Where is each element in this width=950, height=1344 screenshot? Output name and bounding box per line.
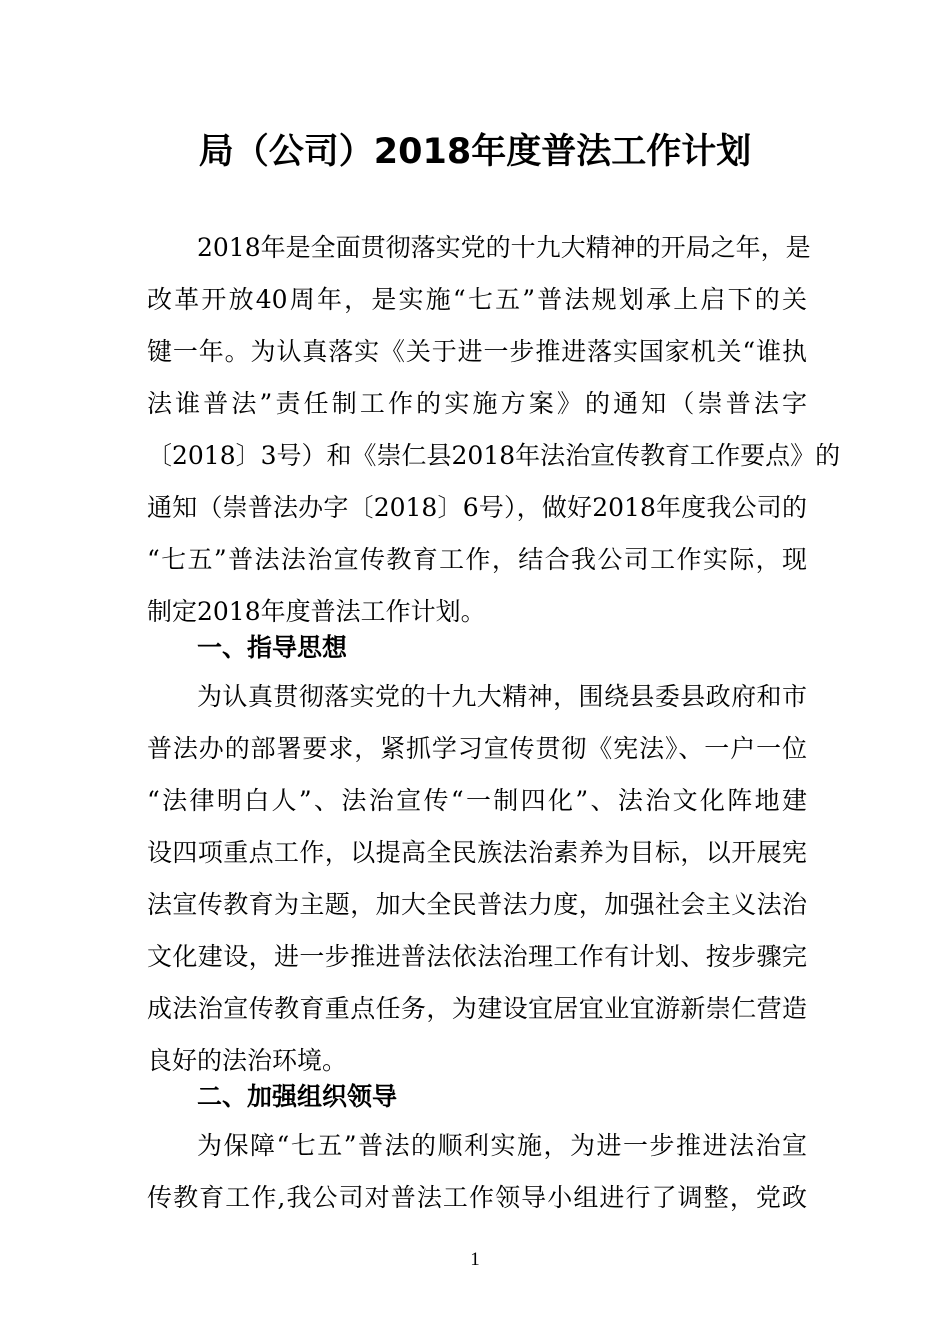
paragraph-line: 键一年。为认真落实《关于进一步推进落实国家机关“谁执	[147, 337, 807, 366]
paragraph-line: 为认真贯彻落实党的十九大精神，围绕县委县政府和市	[197, 682, 807, 711]
paragraph-line: 法谁普法”责任制工作的实施方案》的通知（崇普法字	[147, 389, 807, 418]
section-heading-organization-leadership: 二、加强组织领导	[197, 1082, 398, 1111]
paragraph-line: 通知（崇普法办字〔2018〕6号），做好2018年度我公司的	[147, 493, 807, 522]
section-heading-guiding-ideology: 一、指导思想	[197, 633, 348, 662]
paragraph-line: “法律明白人”、法治宣传“一制四化”、法治文化阵地建	[147, 786, 807, 815]
paragraph-line: 为保障“七五”普法的顺利实施，为进一步推进法治宣	[197, 1131, 807, 1160]
paragraph-line: 良好的法治环境。	[147, 1046, 348, 1075]
paragraph-line: 〔2018〕3号）和《崇仁县2018年法治宣传教育工作要点》的	[147, 441, 841, 470]
paragraph-line: 传教育工作,我公司对普法工作领导小组进行了调整，党政	[147, 1183, 807, 1212]
paragraph-line: 文化建设，进一步推进普法依法治理工作有计划、按步骤完	[147, 942, 807, 971]
paragraph-line: 设四项重点工作，以提高全民族法治素养为目标，以开展宪	[147, 838, 807, 867]
paragraph-line: “七五”普法法治宣传教育工作，结合我公司工作实际，现	[147, 545, 807, 574]
document-title: 局（公司）2018年度普法工作计划	[198, 132, 752, 172]
paragraph-line: 改革开放40周年，是实施“七五”普法规划承上启下的关	[147, 285, 807, 314]
paragraph-line: 2018年是全面贯彻落实党的十九大精神的开局之年，是	[197, 233, 811, 262]
paragraph-line: 成法治宣传教育重点任务，为建设宜居宜业宜游新崇仁营造	[147, 994, 807, 1023]
paragraph-line: 普法办的部署要求，紧抓学习宣传贯彻《宪法》、一户一位	[147, 734, 807, 763]
paragraph-line: 法宣传教育为主题，加大全民普法力度，加强社会主义法治	[147, 890, 807, 919]
page-number: 1	[470, 1249, 480, 1270]
paragraph-line: 制定2018年度普法工作计划。	[147, 597, 486, 626]
